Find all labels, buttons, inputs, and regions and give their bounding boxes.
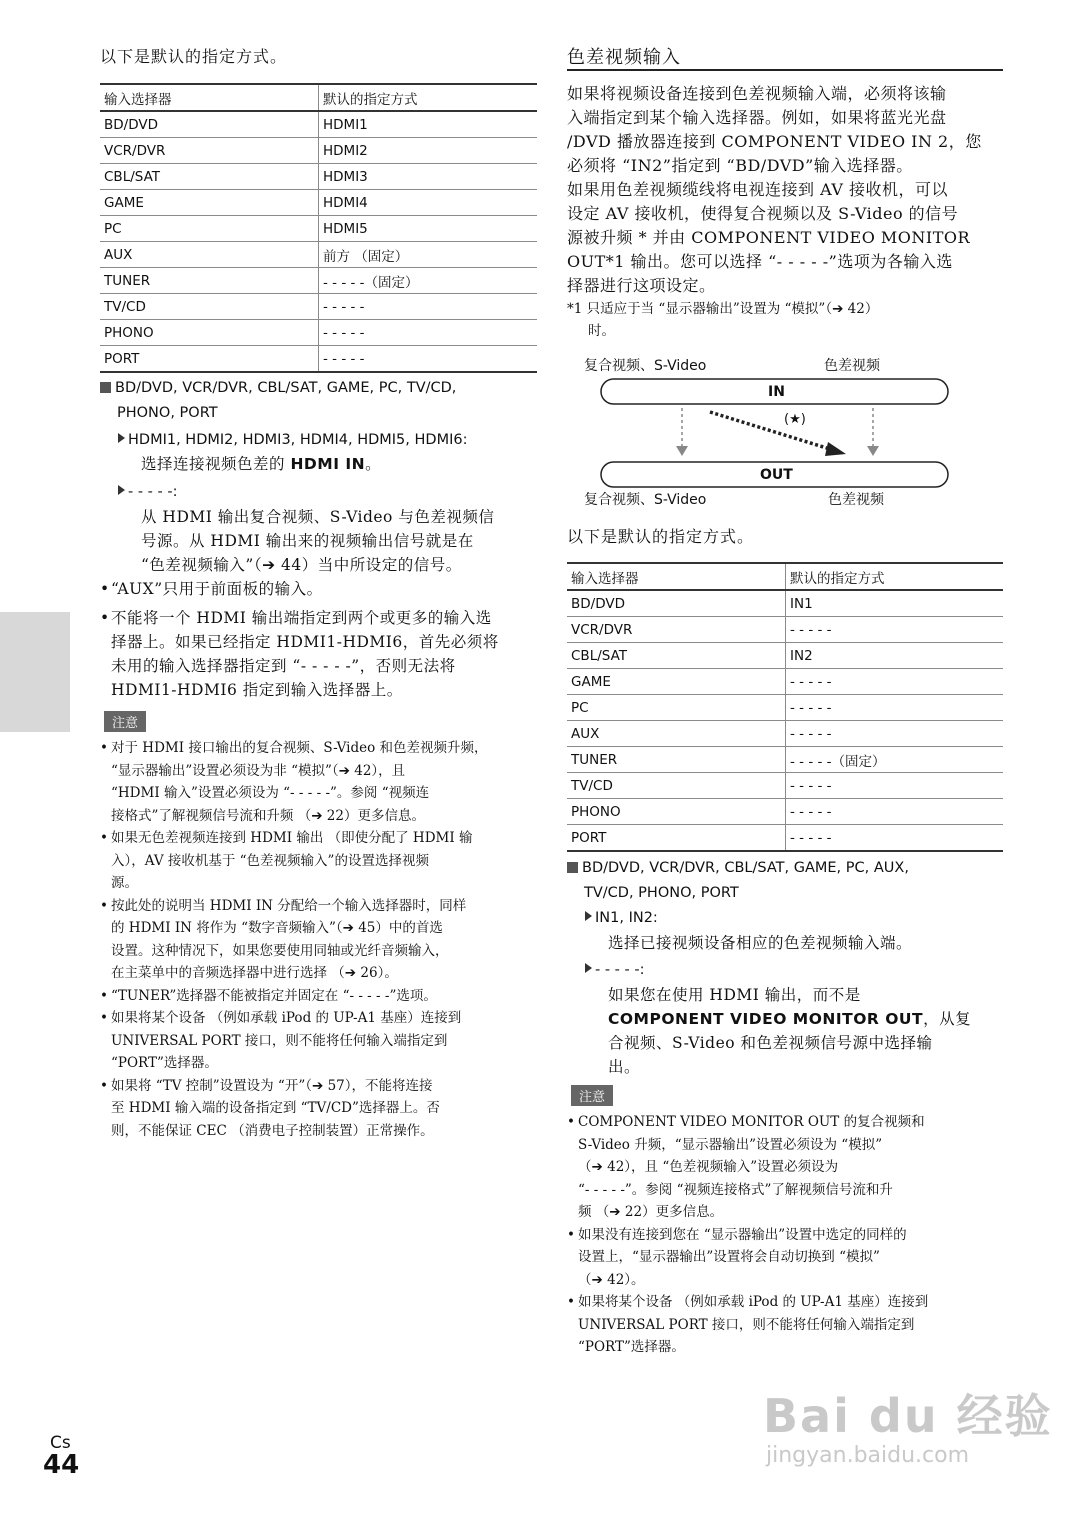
table-row bbox=[100, 346, 537, 373]
table-row bbox=[100, 320, 537, 346]
note-item: • 如果将某个设备 （例如承载 iPod 的 UP-A1 基座）连接到 UNIVERSAL PORT 接口，则不能将任何输入端指定到 “PORT”选择器。 bbox=[100, 1010, 462, 1071]
paragraph-line: 如果用色差视频缆线将电视连接到 AV 接收机，可以 bbox=[567, 180, 948, 199]
table-header-row bbox=[100, 84, 537, 111]
right-notes bbox=[567, 1111, 1008, 1359]
left-notes bbox=[100, 737, 541, 1142]
in-label: IN bbox=[768, 384, 785, 400]
paragraph-line: OUT*1 输出。您可以选择 “- - - - -”选项为各输入选 bbox=[567, 252, 953, 271]
table-cell: 前方 （固定） bbox=[319, 242, 538, 268]
note-item: • 如果没有连接到您在 “显示器输出”设置中选定的同样的 设置上，“显示器输出”设置将会自动切换到 “模拟” （➔ 42）。 bbox=[567, 1226, 907, 1288]
table-row bbox=[567, 590, 1003, 617]
table-header-cell: 输入选择器 bbox=[567, 563, 786, 590]
table-cell: GAME bbox=[100, 190, 319, 216]
table-cell: - - - - - bbox=[786, 825, 1004, 852]
table-cell: PHONO bbox=[100, 320, 319, 346]
table-cell: TV/CD bbox=[100, 294, 319, 320]
note-item: • 如果将某个设备 （例如承载 iPod 的 UP-A1 基座）连接到 UNIVERSAL PORT 接口，则不能将任何输入端指定到 “PORT”选择器。 bbox=[567, 1294, 929, 1355]
table-cell: HDMI3 bbox=[319, 164, 538, 190]
baidu-watermark-url: jingyan.baidu.com bbox=[766, 1443, 970, 1468]
upscale-arrow-head bbox=[825, 442, 846, 456]
triangle-bullet-icon bbox=[585, 911, 592, 921]
note-item: • 对于 HDMI 接口输出的复合视频、S-Video 和色差视频升频， “显示器输出”设置必须设为非 “模拟”（➔ 42），且 “HDMI 输入”设置必须设为 “- - - - -”。参阅 “视频连 接格式”了解视频信号流和升频 （➔ 22）更多信息。 bbox=[100, 740, 488, 824]
table-row bbox=[100, 242, 537, 268]
square-bullet-icon bbox=[100, 382, 111, 393]
table-cell: - - - - - bbox=[786, 773, 1004, 799]
table-row bbox=[567, 643, 1003, 669]
left-arrow-head bbox=[676, 446, 688, 456]
table-cell: - - - - - bbox=[786, 669, 1004, 695]
table-row bbox=[567, 669, 1003, 695]
table-cell: CBL/SAT bbox=[100, 164, 319, 190]
table-cell: VCR/DVR bbox=[567, 617, 786, 643]
table-row bbox=[100, 268, 537, 294]
table-row bbox=[100, 138, 537, 164]
diagram-bottom-right-label: 色差视频 bbox=[828, 492, 884, 508]
left-bullet-aux: • “AUX”只用于前面板的输入。 bbox=[100, 580, 323, 598]
table-cell: - - - - -（固定） bbox=[786, 747, 1004, 773]
right-note-tag: 注意 bbox=[571, 1085, 613, 1106]
paragraph-line: 必须将 “IN2”指定到 “BD/DVD”输入选择器。 bbox=[567, 156, 913, 175]
table-cell: GAME bbox=[567, 669, 786, 695]
table-row bbox=[567, 721, 1003, 747]
table-cell: PORT bbox=[567, 825, 786, 852]
star-label: (★) bbox=[784, 412, 806, 427]
table-header-cell: 输入选择器 bbox=[100, 84, 319, 111]
table-row bbox=[100, 294, 537, 320]
table-row bbox=[100, 164, 537, 190]
diagram-bottom-left-label: 复合视频、S-Video bbox=[584, 492, 707, 508]
table-cell: PORT bbox=[100, 346, 319, 373]
left-option-hdmi-desc: 选择连接视频色差的 HDMI IN。 bbox=[141, 455, 382, 473]
section-title-rule bbox=[567, 69, 1003, 71]
table-cell: AUX bbox=[100, 242, 319, 268]
footnote: *1 只适应于当 “显示器输出”设置为 “模拟”（➔ 42） 时。 bbox=[567, 301, 879, 339]
table-cell: CBL/SAT bbox=[567, 643, 786, 669]
paragraph-line: 源被升频 * 并由 COMPONENT VIDEO MONITOR bbox=[567, 228, 971, 247]
table-cell: IN2 bbox=[786, 643, 1004, 669]
table-cell: HDMI1 bbox=[319, 111, 538, 138]
right-assignment-table bbox=[567, 562, 1003, 852]
paragraph-line: 如果将视频设备连接到色差视频输入端，必须将该输 bbox=[567, 84, 947, 103]
table-row bbox=[100, 216, 537, 242]
left-assignment-table bbox=[100, 83, 537, 373]
left-selector-heading: BD/DVD, VCR/DVR, CBL/SAT, GAME, PC, TV/CD, PHONO, PORT bbox=[100, 376, 456, 426]
paragraph-line: /DVD 播放器连接到 COMPONENT VIDEO IN 2，您 bbox=[567, 132, 982, 151]
right-option-none: - - - - -: bbox=[585, 958, 644, 982]
right-intro: 以下是默认的指定方式。 bbox=[567, 527, 755, 546]
left-intro: 以下是默认的指定方式。 bbox=[100, 47, 288, 66]
table-cell: - - - - - bbox=[786, 695, 1004, 721]
table-row bbox=[100, 111, 537, 138]
table-header-cell: 默认的指定方式 bbox=[319, 84, 538, 111]
triangle-bullet-icon bbox=[585, 963, 592, 973]
section-title: 色差视频输入 bbox=[567, 47, 681, 68]
table-row bbox=[567, 773, 1003, 799]
right-intro-paragraph bbox=[567, 82, 1007, 298]
left-option-none: - - - - -: bbox=[118, 480, 177, 504]
table-cell: BD/DVD bbox=[100, 111, 319, 138]
triangle-bullet-icon bbox=[118, 433, 125, 443]
note-item: • COMPONENT VIDEO MONITOR OUT 的复合视频和 S-Video 升频，“显示器输出”设置必须设为 “模拟” （➔ 42），且 “色差视频输入”设置必须设为 “- - - - -”。参阅 “视频连接格式”了解视频信号流和升 频 （➔ 22）更多信息。 bbox=[567, 1114, 925, 1220]
page-language: Cs bbox=[50, 1433, 71, 1453]
table-row bbox=[100, 190, 537, 216]
table-header-cell: 默认的指定方式 bbox=[786, 563, 1004, 590]
table-cell: - - - - - bbox=[786, 617, 1004, 643]
table-cell: PHONO bbox=[567, 799, 786, 825]
table-cell: - - - - - bbox=[786, 721, 1004, 747]
paragraph-line: 设定 AV 接收机，使得复合视频以及 S-Video 的信号 bbox=[567, 204, 959, 223]
table-cell: PC bbox=[567, 695, 786, 721]
diagram-top-right-label: 色差视频 bbox=[824, 358, 880, 374]
left-option-hdmi: HDMI1, HDMI2, HDMI3, HDMI4, HDMI5, HDMI6: bbox=[118, 428, 467, 452]
out-label: OUT bbox=[760, 467, 793, 483]
table-cell: - - - - - bbox=[319, 346, 538, 373]
paragraph-line: 择器进行这项设定。 bbox=[567, 276, 716, 295]
table-cell: HDMI2 bbox=[319, 138, 538, 164]
table-cell: AUX bbox=[567, 721, 786, 747]
left-bullet-hdmi-assign: • 不能将一个 HDMI 输出端指定到两个或更多的输入选 择器上。如果已经指定 HDMI1-HDMI6，首先必须将 未用的输入选择器指定到 “- - - - -”，否则无法将 HDMI1-HDMI6 指定到输入选择器上。 bbox=[100, 609, 499, 699]
table-row bbox=[567, 825, 1003, 852]
table-cell: - - - - - bbox=[319, 320, 538, 346]
note-item: • “TUNER”选择器不能被指定并固定在 “- - - - -”选项。 bbox=[100, 987, 437, 1004]
upscale-dotted-line bbox=[710, 412, 833, 450]
table-cell: TUNER bbox=[100, 268, 319, 294]
table-cell: PC bbox=[100, 216, 319, 242]
note-item: • 按此处的说明当 HDMI IN 分配给一个输入选择器时，同样 的 HDMI IN 将作为 “数字音频输入”（➔ 45）中的首选 设置。这种情况下，如果您要使用同轴或光纤音频输入， 在主菜单中的音频选择器中进行选择 （➔ 26）。 bbox=[100, 897, 467, 981]
diagram-top-left-label: 复合视频、S-Video bbox=[584, 358, 707, 374]
right-option-none-desc: 如果您在使用 HDMI 输出，而不是 COMPONENT VIDEO MONITOR OUT，从复 合视频、S-Video 和色差视频信号源中选择输 出。 bbox=[608, 986, 972, 1076]
table-cell: - - - - - bbox=[786, 799, 1004, 825]
table-cell: HDMI5 bbox=[319, 216, 538, 242]
baidu-watermark-logo: Bai du 经验 bbox=[763, 1389, 1053, 1443]
table-cell: IN1 bbox=[786, 590, 1004, 617]
page-number: 44 bbox=[43, 1450, 80, 1480]
table-cell: HDMI4 bbox=[319, 190, 538, 216]
note-item: • 如果无色差视频连接到 HDMI 输出 （即使分配了 HDMI 输 入），AV 接收机基于 “色差视频输入”的设置选择视频 源。 bbox=[100, 830, 473, 891]
right-option-in-desc: 选择已接视频设备相应的色差视频输入端。 bbox=[608, 934, 913, 952]
table-header-row bbox=[567, 563, 1003, 590]
note-item: • 如果将 “TV 控制”设置设为 “开”（➔ 57），不能将连接 至 HDMI 输入端的设备指定到 “TV/CD”选择器上。否 则，不能保证 CEC （消费电子控制装置）正常操作。 bbox=[100, 1077, 440, 1139]
table-cell: TUNER bbox=[567, 747, 786, 773]
left-note-tag: 注意 bbox=[104, 711, 146, 732]
right-option-in: IN1, IN2: bbox=[585, 906, 658, 930]
table-cell: - - - - -（固定） bbox=[319, 268, 538, 294]
table-row bbox=[567, 695, 1003, 721]
table-row bbox=[567, 799, 1003, 825]
paragraph-line: 入端指定到某个输入选择器。例如，如果将蓝光光盘 bbox=[567, 108, 947, 127]
table-row bbox=[567, 617, 1003, 643]
right-selector-heading: BD/DVD, VCR/DVR, CBL/SAT, GAME, PC, AUX, TV/CD, PHONO, PORT bbox=[567, 856, 909, 906]
right-arrow-head bbox=[867, 446, 879, 456]
left-option-none-desc: 从 HDMI 输出复合视频、S-Video 与色差视频信 号源。从 HDMI 输出来的视频输出信号就是在 “色差视频输入”（➔ 44）当中所设定的信号。 bbox=[141, 508, 495, 574]
square-bullet-icon bbox=[567, 862, 578, 873]
table-cell: - - - - - bbox=[319, 294, 538, 320]
table-cell: TV/CD bbox=[567, 773, 786, 799]
chapter-tab bbox=[0, 612, 70, 732]
triangle-bullet-icon bbox=[118, 485, 125, 495]
table-row bbox=[567, 747, 1003, 773]
table-cell: VCR/DVR bbox=[100, 138, 319, 164]
table-cell: BD/DVD bbox=[567, 590, 786, 617]
